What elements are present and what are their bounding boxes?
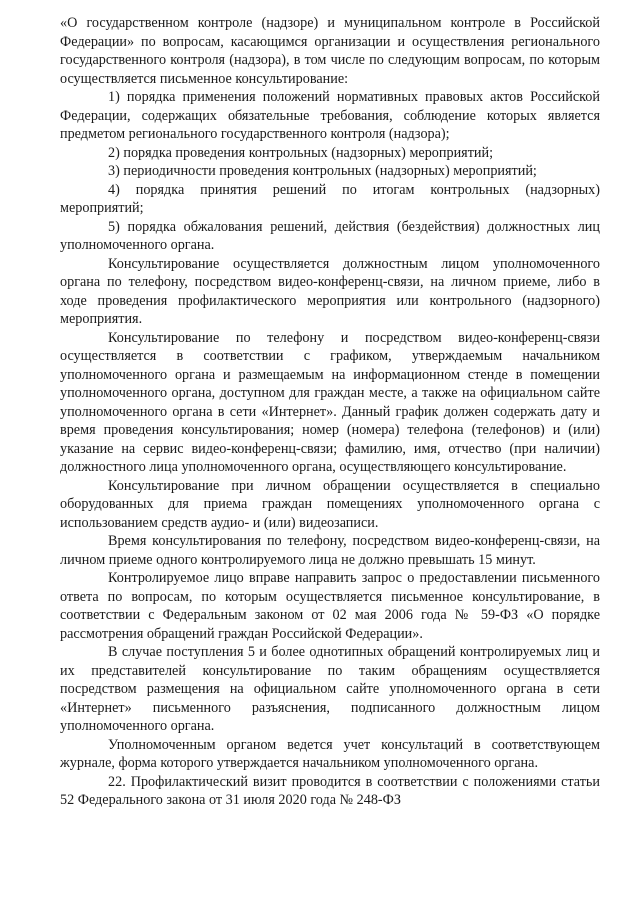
consulting-schedule-paragraph: Консультирование по телефону и посредством видео-конференц-связи осуществляется в соответствии с графиком, утверждаемым начальником уполномоченного органа и размещаемым на информационном стенде в помещении уполномоченного органа, доступном для граждан месте, а также на официальном сайте уполномоченного органа в сети «Интернет». Данный график должен содержать дату и время проведения консультирования; номер (номера) телефона (телефонов) и (или) указание на сервис видео-конференц-связи; фамилию, имя, отчество (при наличии) должностного лица уполномоченного органа, осуществляющего консультирование. bbox=[60, 329, 600, 475]
consulting-time-paragraph: Время консультирования по телефону, посредством видео-конференц-связи, на личном приеме одного контролируемого лица не должно превышать 15 минут. bbox=[60, 533, 600, 568]
written-request-paragraph: Контролируемое лицо вправе направить запрос о предоставлении письменного ответа по вопросам, по которым осуществляется письменное консультирование, в соответствии с Федеральным законом от 02 мая 2006 года № 59-ФЗ «О порядке рассмотрения обращений граждан Российской Федерации». bbox=[60, 570, 600, 642]
intro-paragraph: «О государственном контроле (надзоре) и муниципальном контроле в Российской Федерации» по вопросам, касающимся организации и осуществления регионального государственного контроля (надзора), в том числе по следующим вопросам, по которым осуществляется письменное консультирование: bbox=[60, 15, 600, 87]
consulting-journal-paragraph: Уполномоченным органом ведется учет консультаций в соответствующем журнале, форма которого утверждается начальником уполномоченного органа. bbox=[60, 736, 600, 771]
preventive-visit-paragraph: 22. Профилактический визит проводится в соответствии с положениями статьи 52 Федерального закона от 31 июля 2020 года № 248-ФЗ bbox=[60, 773, 600, 808]
list-item-5: 5) порядка обжалования решений, действия (бездействия) должностных лиц уполномоченного органа. bbox=[60, 218, 600, 253]
similar-requests-paragraph: В случае поступления 5 и более однотипных обращений контролируемых лиц и их представителей консультирование по таким обращениям осуществляется посредством размещения на официальном сайте уполномоченного органа в сети «Интернет» письменного разъяснения, подписанного должностным лицом уполномоченного органа. bbox=[60, 644, 600, 734]
list-item-3: 3) периодичности проведения контрольных (надзорных) мероприятий; bbox=[108, 163, 537, 179]
list-item-4: 4) порядка принятия решений по итогам контрольных (надзорных) мероприятий; bbox=[60, 181, 600, 216]
list-item-2: 2) порядка проведения контрольных (надзорных) мероприятий; bbox=[108, 144, 494, 161]
list-item-1: 1) порядка применения положений нормативных правовых актов Российской Федерации, содержащих обязательные требования, соблюдение которых является предметом регионального государственного контроля (надзора); bbox=[60, 89, 600, 142]
document-page bbox=[60, 14, 600, 810]
personal-visit-paragraph: Консультирование при личном обращении осуществляется в специально оборудованных для приема граждан помещениях уполномоченного органа с использованием средств аудио- и (или) видеозаписи. bbox=[60, 477, 600, 531]
consulting-methods-paragraph: Консультирование осуществляется должностным лицом уполномоченного органа по телефону, посредством видео-конференц-связи, на личном приеме, либо в ходе проведения профилактического мероприятия или контрольного (надзорного) мероприятия. bbox=[60, 255, 600, 327]
